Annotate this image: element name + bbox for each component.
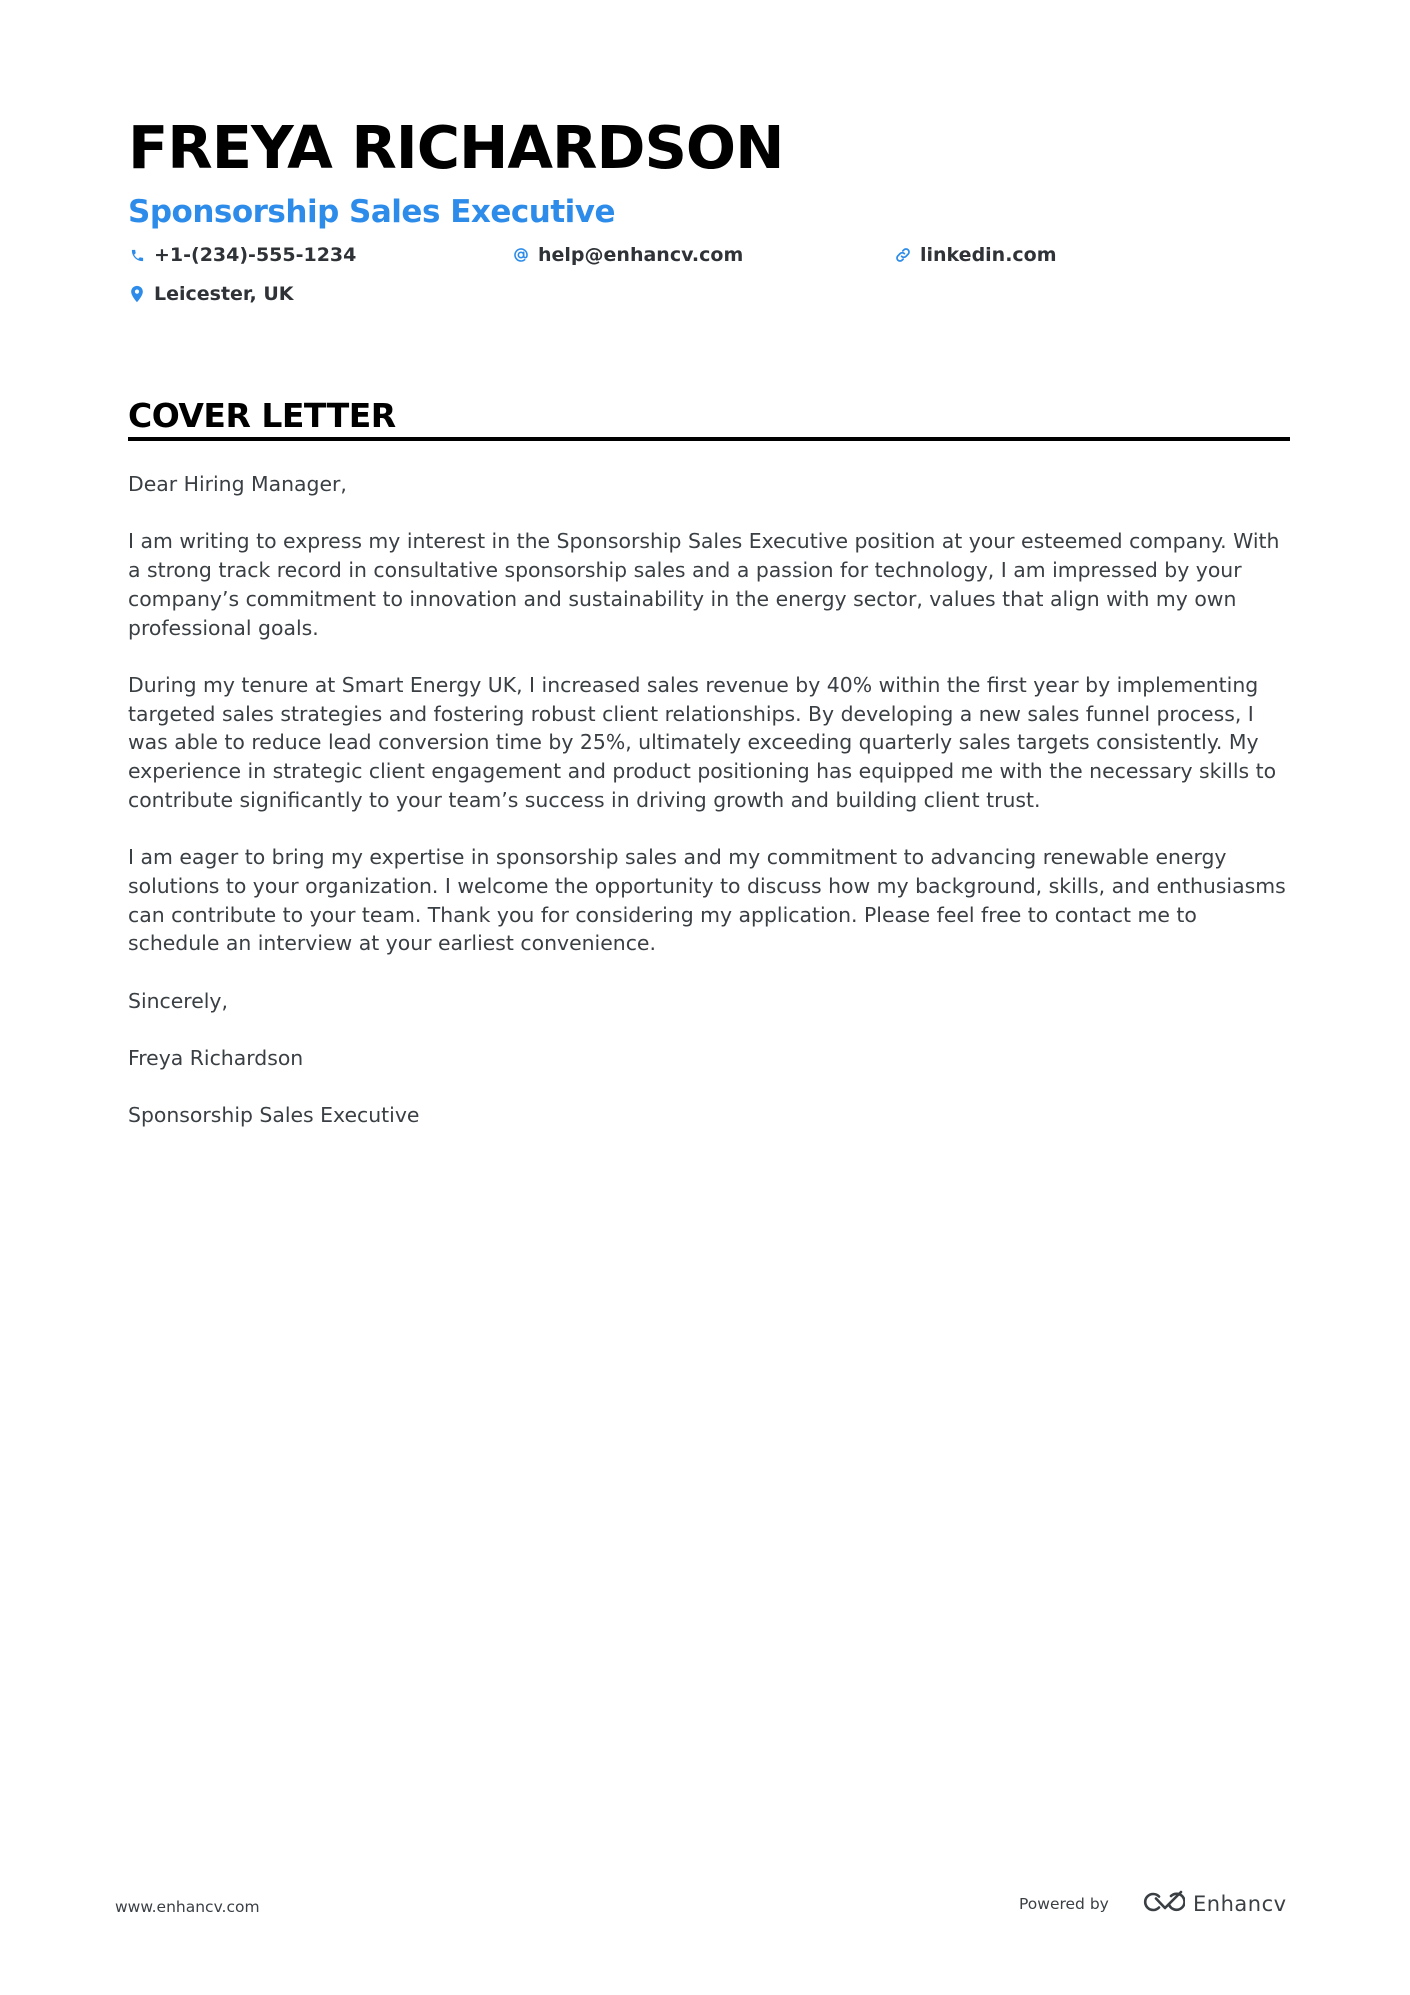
map-pin-icon (128, 284, 146, 304)
email-text[interactable]: help@enhancv.com (538, 244, 744, 266)
footer-url[interactable]: www.enhancv.com (115, 1898, 260, 1916)
powered-by-label: Powered by (1019, 1895, 1109, 1913)
section-divider (128, 437, 1290, 441)
contact-email (512, 241, 743, 269)
link-icon (894, 245, 912, 265)
phone-icon (128, 245, 146, 265)
contact-website (894, 241, 1057, 269)
contact-phone (128, 241, 356, 269)
letter-paragraph: I am eager to bring my expertise in sponsorship sales and my commitment to advancing renewable energy solutions to your organization. I welcome the opportunity to discuss how my background, skills, and enthusiasms can contribute to your team. Thank you for considering my application. Please feel free to contact me to schedule an interview at your earliest convenience. (128, 845, 1286, 956)
at-icon (512, 245, 530, 265)
letter-greeting: Dear Hiring Manager, (128, 472, 347, 496)
phone-text[interactable]: +1-(234)-555-1234 (154, 244, 357, 266)
location-text: Leicester, UK (154, 283, 294, 305)
letter-closing: Sincerely, (128, 988, 228, 1013)
section-title: COVER LETTER (128, 396, 396, 435)
letter-paragraph: During my tenure at Smart Energy UK, I increased sales revenue by 40% within the first year by implementing targeted sales strategies and fostering robust client relationships. By developing a new sales funnel process, I was able to reduce lead conversion time by 25%, ultimately exceeding quarterly sales targets consistently. My experience in strategic client engagement and product positioning has equipped me with the necessary skills to contribute significantly to your team’s success in driving growth and building client trust. (128, 672, 1277, 812)
enhancv-logo-icon (1139, 1889, 1185, 1920)
candidate-name: FREYA RICHARDSON (128, 113, 784, 182)
website-text[interactable]: linkedin.com (920, 244, 1057, 266)
letter-paragraph: I am writing to express my interest in the Sponsorship Sales Executive position at your esteemed company. With a strong track record in consultative sponsorship sales and a passion for technology, I am impressed by your company’s commitment to innovation and sustainability in the energy sector, values that align with my own professional goals. (128, 529, 1280, 640)
letter-body (128, 470, 1290, 1159)
contact-location (128, 280, 294, 308)
signature-name: Freya Richardson (128, 1045, 304, 1070)
enhancv-brand[interactable] (1139, 1888, 1287, 1920)
brand-wordmark: Enhancv (1193, 1892, 1287, 1916)
signature-title: Sponsorship Sales Executive (128, 1103, 420, 1128)
candidate-title: Sponsorship Sales Executive (128, 194, 616, 230)
